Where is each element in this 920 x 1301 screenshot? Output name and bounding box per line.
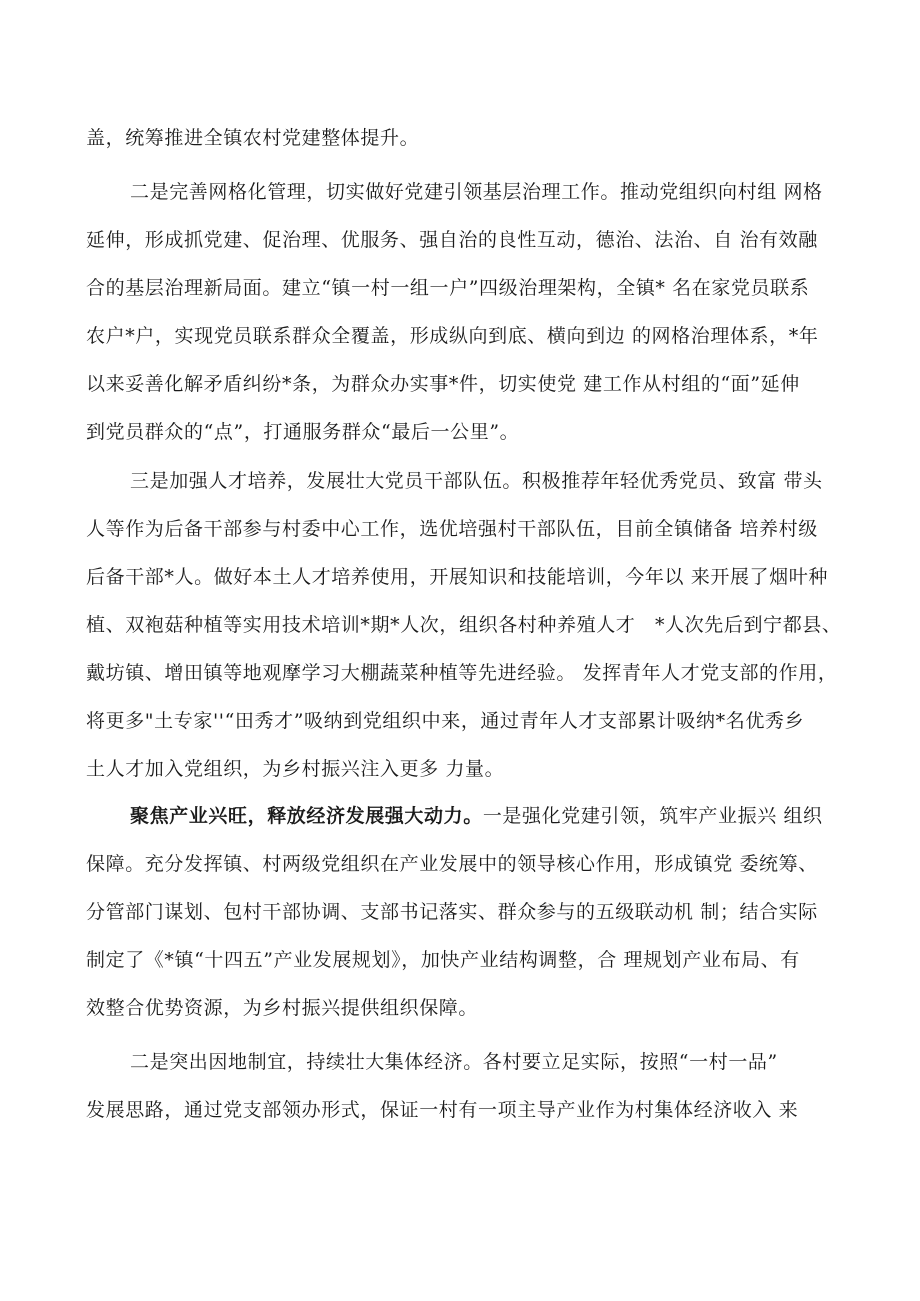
text-line: 二是突出因地制宜，持续壮大集体经济。各村要立足实际，按照“一村一品”: [130, 1051, 778, 1073]
text-line: 后备干部*人。做好本土人才培养使用，开展知识和技能培训，今年以 来开展了烟叶种: [86, 566, 828, 588]
text-line: 合的基层治理新局面。建立“镇一村一组一户”四级治理架构，全镇* 名在家党员联系: [86, 277, 810, 299]
text-line: 戴坊镇、增田镇等地观摩学习大棚蔬菜种植等先进经验。 发挥青年人才党支部的作用，: [86, 662, 838, 684]
text-line: 植、双袍菇种植等实用技术培训*期*人次，组织各村种养殖人才 *人次先后到宁都县、: [86, 614, 842, 636]
text-line: [130, 804, 823, 828]
text-line: 以来妥善化解矛盾纠纷*条，为群众办实事*件，切实使党 建工作从村组的“面”延伸: [86, 373, 800, 395]
text-line: 分管部门谋划、包村干部协调、支部书记落实、群众参与的五级联动机 制；结合实际: [86, 901, 818, 923]
text-line: 土人才加入党组织，为乡村振兴注入更多 力量。: [86, 758, 505, 780]
text-line: 将更多"土专家''“田秀才”吸纳到党组织中来，通过青年人才支部累计吸纳*名优秀乡: [86, 710, 805, 732]
text-line: 农户*户，实现党员联系群众全覆盖，形成纵向到底、横向到边 的网格治理体系，*年: [86, 325, 819, 347]
text-run: 一是强化党建引领，筑牢产业振兴 组织: [482, 805, 823, 827]
section-heading: 聚焦产业兴旺，释放经济发展强大动力。: [130, 805, 483, 827]
text-line: 二是完善网格化管理，切实做好党建引领基层治理工作。推动党组织向村组 网格: [130, 181, 823, 203]
text-line: 到党员群众的“点”，打通服务群众“最后一公里”。: [86, 421, 520, 443]
text-line: 保障。充分发挥镇、村两级党组织在产业发展中的领导核心作用，形成镇党 委统筹、: [86, 853, 818, 875]
text-line: 效整合优势资源，为乡村振兴提供组织保障。: [86, 997, 479, 1019]
text-line: 三是加强人才培养，发展壮大党员干部队伍。积极推荐年轻优秀党员、致富 带头: [130, 470, 823, 492]
text-line: 人等作为后备干部参与村委中心工作，选优培强村干部队伍，目前全镇储备 培养村级: [86, 518, 818, 540]
text-line: 发展思路，通过党支部领办形式，保证一村有一项主导产业作为村集体经济收入 来: [86, 1099, 799, 1121]
text-line: 延伸，形成抓党建、促治理、优服务、强自治的良性互动，德治、法治、自 治有效融: [86, 229, 818, 251]
text-line: 盖，统筹推进全镇农村党建整体提升。: [86, 127, 420, 149]
text-line: 制定了《*镇“十四五”产业发展规划》，加快产业结构调整，合 理规划产业布局、有: [86, 949, 800, 971]
